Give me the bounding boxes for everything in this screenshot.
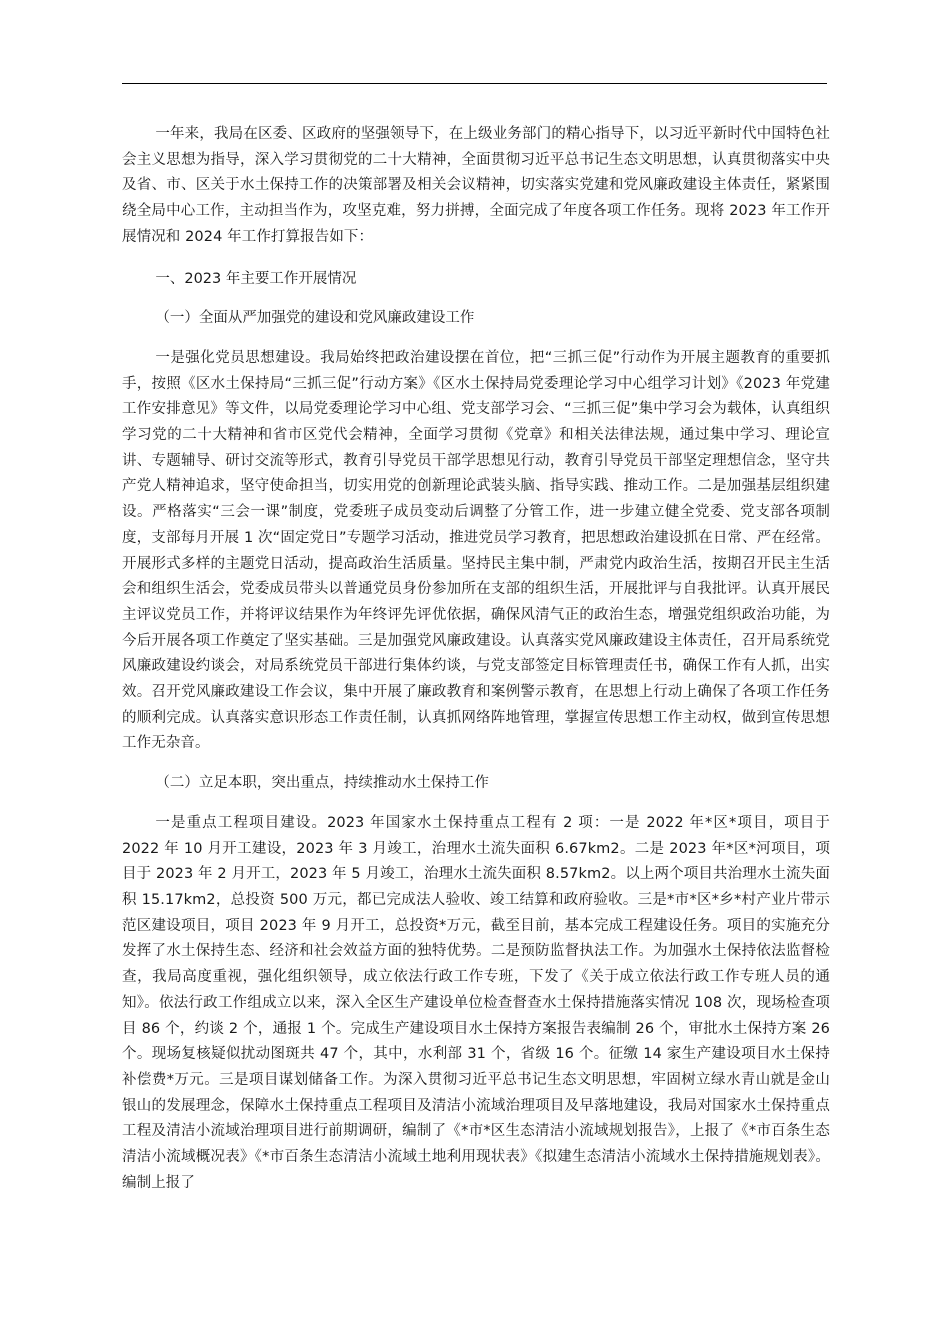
subsection-heading-1: （一）全面从严加强党的建设和党风廉政建设工作	[155, 310, 475, 327]
section-heading: 一、2023 年主要工作开展情况	[155, 270, 357, 287]
intro-paragraph: 一年来，我局在区委、区政府的坚强领导下，在上级业务部门的精心指导下，以习近平新时代中国特色社会主义思想为指导，深入学习贯彻党的二十大精神，全面贯彻习近平总书记生态文明思想，认真贯彻落实中央及省、市、区关于水土保持工作的决策部署及相关会议精神，切实落实党建和党风廉政建设主体责任，紧紧围绕全局中心工作，主动担当作为，攻坚克难，努力拼搏，全面完成了年度各项工作任务。现将 2023 年工作开展情况和 2024 年工作打算报告如下：	[122, 126, 830, 245]
subsection-1-paragraph: 一是强化党员思想建设。我局始终把政治建设摆在首位，把“三抓三促”行动作为开展主题教育的重要抓手，按照《区水土保持局“三抓三促”行动方案》《区水土保持局党委理论学习中心组学习计划》《2023 年党建工作安排意见》等文件，以局党委理论学习中心组、党支部学习会、“三抓三促”集中学习会为载体，认真组织学习党的二十大精神和省市区党代会精神，全面学习贯彻《党章》和相关法律法规，通过集中学习、理论宣讲、专题辅导、研讨交流等形式，教育引导党员干部学思想见行动，教育引导党员干部坚定理想信念，坚守共产党人精神追求，坚守使命担当，切实用党的创新理论武装头脑、指导实践、推动工作。二是加强基层组织建设。严格落实“三会一课”制度，党委班子成员变动后调整了分管工作，进一步建立健全党委、党支部各项制度，支部每月开展 1 次“固定党日”专题学习活动，推进党员学习教育，把思想政治建设抓在日常、严在经常。开展形式多样的主题党日活动，提高政治生活质量。坚持民主集中制，严肃党内政治生活，按期召开民主生活会和组织生活会，党委成员带头以普通党员身份参加所在支部的组织生活，开展批评与自我批评。认真开展民主评议党员工作，并将评议结果作为年终评先评优依据，确保风清气正的政治生态，增强党组织政治功能，为今后开展各项工作奠定了坚实基础。三是加强党风廉政建设。认真落实党风廉政建设主体责任，召开局系统党风廉政建设约谈会，对局系统党员干部进行集体约谈，与党支部签定目标管理责任书，确保工作有人抓，出实效。召开党风廉政建设工作会议，集中开展了廉政教育和案例警示教育，在思想上行动上确保了各项工作任务的顺利完成。认真落实意识形态工作责任制，认真抓网络阵地管理，掌握宣传思想工作主动权，做到宣传思想工作无杂音。	[122, 349, 830, 752]
header-rule	[122, 83, 827, 84]
subsection-2-paragraph: 一是重点工程项目建设。2023 年国家水土保持重点工程有 2 项：一是 2022 年*区*项目，项目于 2022 年 10 月开工建设，2023 年 3 月竣工，治理水土流失面积 6.67km2。二是 2023 年*区*河项目，项目于 2023 年 2 月开工，2023 年 5 月竣工，治理水土流失面积 8.57km2。以上两个项目共治理水土流失面积 15.17km2，总投资 500 万元，都已完成法人验收、竣工结算和政府验收。三是*市*区*乡*村产业片带示范区建设项目，项目 2023 年 9 月开工，总投资*万元，截至目前，基本完成工程建设任务。项目的实施充分发挥了水土保持生态、经济和社会效益方面的独特优势。二是预防监督执法工作。为加强水土保持依法监督检查，我局高度重视，强化组织领导，成立依法行政工作专班，下发了《关于成立依法行政工作专班人员的通知》。依法行政工作组成立以来，深入全区生产建设单位检查督查水土保持措施落实情况 108 次，现场检查项目 86 个，约谈 2 个，通报 1 个。完成生产建设项目水土保持方案报告表编制 26 个，审批水土保持方案 26 个。现场复核疑似扰动图斑共 47 个，其中，水利部 31 个，省级 16 个。征缴 14 家生产建设项目水土保持补偿费*万元。三是项目谋划储备工作。为深入贯彻习近平总书记生态文明思想，牢固树立绿水青山就是金山银山的发展理念，保障水土保持重点工程项目及清洁小流域治理项目及早落地建设，我局对国家水土保持重点工程及清洁小流域治理项目进行前期调研，编制了《*市*区生态清洁小流域规划报告》，上报了《*市百条生态清洁小流域概况表》《*市百条生态清洁小流域土地利用现状表》《拟建生态清洁小流域水土保持措施规划表》。编制上报了	[122, 814, 830, 1191]
document-body	[122, 122, 830, 1196]
subsection-heading-2: （二）立足本职，突出重点，持续推动水土保持工作	[155, 775, 489, 792]
